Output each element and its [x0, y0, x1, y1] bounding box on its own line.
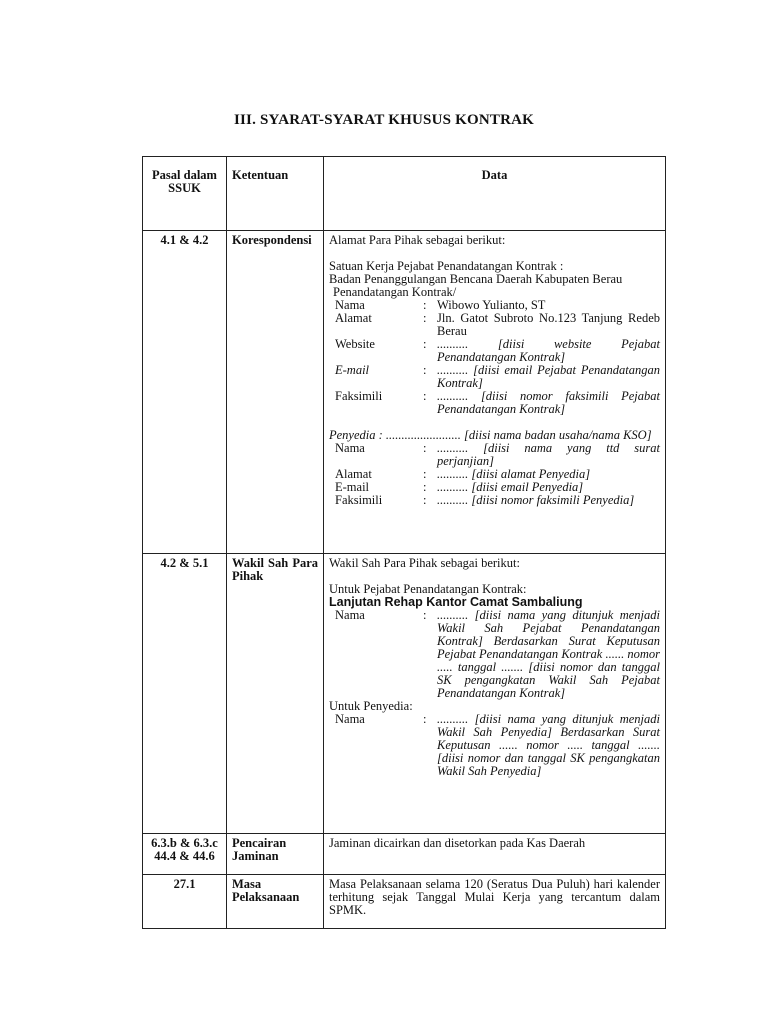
field-value: .......... [diisi nomor faksimili Pejabat Penandatangan Kontrak] — [437, 389, 660, 416]
field-label: E-mail — [335, 480, 370, 494]
pasal-cell: 4.1 & 4.2 — [143, 231, 227, 554]
ppk-field: Nama : Wibowo Yulianto, ST — [329, 299, 660, 312]
penyedia-field: Nama : .......... [diisi nama yang ttd surat perjanjian] — [329, 442, 660, 468]
field-value: .......... [diisi nama yang ditunjuk menjadi Wakil Sah Pejabat Penandatangan Kontrak] Berdasarkan Surat Keputusan Pejabat Penandatangan Kontrak ...... nomor ..... tanggal ....... [diisi nomor dan tanggal SK pengangkatan Wakil Sah Pejabat Penandatangan Kontrak] — [437, 608, 660, 700]
field-value: Wibowo Yulianto, ST — [437, 298, 546, 312]
ppk-title: Penandatangan Kontrak/ — [333, 285, 457, 299]
header-pasal: Pasal dalam SSUK — [143, 157, 227, 231]
page-title: III. SYARAT-SYARAT KHUSUS KONTRAK — [233, 112, 535, 128]
ppk-field: Website : .......... [diisi website Pejabat Penandatangan Kontrak] — [329, 338, 660, 364]
satker-text: Satuan Kerja Pejabat Penandatangan Kontrak : — [329, 259, 564, 273]
field-value: .......... [diisi email Pejabat Penandatangan Kontrak] — [437, 363, 660, 390]
field-label: E-mail — [335, 363, 370, 377]
intro-text: Wakil Sah Para Pihak sebagai berikut: — [329, 556, 520, 570]
ssk-table — [142, 156, 666, 929]
table-row — [143, 834, 666, 875]
ketentuan-cell: Pencairan Jaminan — [227, 834, 324, 875]
ppk-title: Untuk Pejabat Penandatangan Kontrak: — [329, 582, 527, 596]
field-label: Faksimili — [335, 389, 383, 403]
field-value: .......... [diisi website Pejabat Penandatangan Kontrak] — [437, 337, 660, 364]
penyedia-field: E-mail : .......... [diisi email Penyedia] — [329, 481, 660, 494]
field-value: Jln. Gatot Subroto No.123 Tanjung Redeb Berau — [437, 311, 660, 338]
data-cell: Jaminan dicairkan dan disetorkan pada Kas Daerah — [324, 834, 666, 875]
field-label: Faksimili — [335, 493, 383, 507]
penyedia-field: Alamat : .......... [diisi alamat Penyedia] — [329, 468, 660, 481]
field-label: Website — [335, 337, 375, 351]
ketentuan-cell: Masa Pelaksanaan — [227, 875, 324, 929]
header-ketentuan: Ketentuan — [227, 157, 324, 231]
penyedia-field: Nama : .......... [diisi nama yang ditunjuk menjadi Wakil Sah Penyedia] Berdasarkan Surat Keputusan ...... nomor ..... tanggal ....... [diisi nomor dan tanggal SK pengangkatan Wakil Sah Penyedia] — [329, 713, 660, 778]
data-cell — [324, 554, 666, 834]
field-value: .......... [diisi nomor faksimili Penyedia] — [437, 493, 635, 507]
table-header-row — [143, 157, 666, 231]
ppk-field: Nama : .......... [diisi nama yang ditunjuk menjadi Wakil Sah Pejabat Penandatangan Kontrak] Berdasarkan Surat Keputusan Pejabat Penandatangan Kontrak ...... nomor ..... tanggal ....... [diisi nomor dan tanggal SK pengangkatan Wakil Sah Pejabat Penandatangan Kontrak] — [329, 609, 660, 700]
field-value: .......... [diisi email Penyedia] — [437, 480, 584, 494]
table-row — [143, 875, 666, 929]
pasal-cell: 4.2 & 5.1 — [143, 554, 227, 834]
instansi-text: Badan Penanggulangan Bencana Daerah Kabupaten Berau — [329, 272, 623, 286]
penyedia-field: Faksimili : .......... [diisi nomor faksimili Penyedia] — [329, 494, 660, 507]
intro-text: Alamat Para Pihak sebagai berikut: — [329, 233, 506, 247]
header-data: Data — [324, 157, 666, 231]
project-name: Lanjutan Rehap Kantor Camat Sambaliung — [329, 595, 583, 609]
field-label: Alamat — [335, 311, 372, 325]
field-value: .......... [diisi nama yang ditunjuk menjadi Wakil Sah Penyedia] Berdasarkan Surat Keputusan ...... nomor ..... tanggal ....... [diisi nomor dan tanggal SK pengangkatan Wakil Sah Penyedia] — [437, 712, 660, 778]
field-label: Nama — [335, 441, 365, 455]
field-label: Alamat — [335, 467, 372, 481]
field-value: .......... [diisi alamat Penyedia] — [437, 467, 591, 481]
table-row — [143, 231, 666, 554]
field-value: .......... [diisi nama yang ttd surat perjanjian] — [437, 441, 660, 468]
field-label: Nama — [335, 298, 365, 312]
ketentuan-cell: Korespondensi — [227, 231, 324, 554]
pasal-cell: 6.3.b & 6.3.c 44.4 & 44.6 — [143, 834, 227, 875]
ppk-field: Faksimili : .......... [diisi nomor faksimili Pejabat Penandatangan Kontrak] — [329, 390, 660, 416]
field-label: Nama — [335, 608, 365, 622]
penyedia-title: Penyedia : ........................ [diisi nama badan usaha/nama KSO] — [329, 428, 652, 442]
ppk-field: Alamat : Jln. Gatot Subroto No.123 Tanjung Redeb Berau — [329, 312, 660, 338]
pasal-cell: 27.1 — [143, 875, 227, 929]
table-row — [143, 554, 666, 834]
data-cell — [324, 231, 666, 554]
ketentuan-cell: Wakil Sah Para Pihak — [227, 554, 324, 834]
ppk-field: E-mail : .......... [diisi email Pejabat Penandatangan Kontrak] — [329, 364, 660, 390]
penyedia-title: Untuk Penyedia: — [329, 699, 413, 713]
data-cell: Masa Pelaksanaan selama 120 (Seratus Dua Puluh) hari kalender terhitung sejak Tanggal Mulai Kerja yang tercantum dalam SPMK. — [324, 875, 666, 929]
field-label: Nama — [335, 712, 365, 726]
